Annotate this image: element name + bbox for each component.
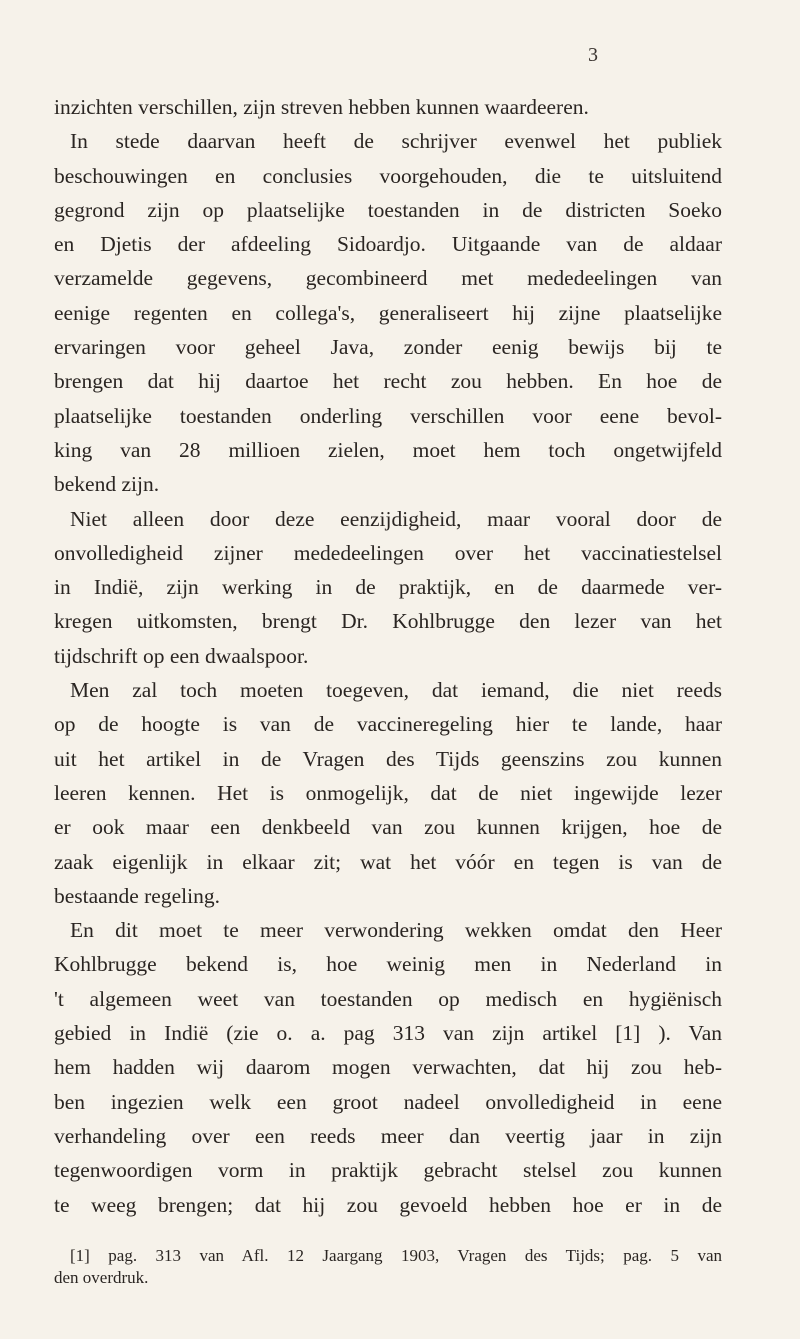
text-line: bestaande regeling. bbox=[54, 883, 220, 908]
text-line: 't algemeen weet van toestanden op medisch en hygiënisch bbox=[54, 986, 722, 1011]
text-line: Niet alleen door deze eenzijdigheid, maar vooral door de bbox=[70, 506, 722, 531]
text-line: er ook maar een denkbeeld van zou kunnen krijgen, hoe de bbox=[54, 815, 722, 840]
text-line: king van 28 millioen zielen, moet hem toch ongetwijfeld bbox=[54, 437, 722, 462]
page-number: 3 bbox=[588, 44, 598, 66]
text-line: in Indië, zijn werking in de praktijk, en de daarmede ver- bbox=[54, 575, 722, 600]
text-line: inzichten verschillen, zijn streven hebben kunnen waardeeren. bbox=[54, 95, 589, 119]
text-line: tegenwoordigen vorm in praktijk gebracht stelsel zou kunnen bbox=[54, 1158, 722, 1183]
text-line: plaatselijke toestanden onderling verschillen voor eene bevol- bbox=[54, 403, 722, 428]
text-line: hem hadden wij daarom mogen verwachten, dat hij zou heb- bbox=[54, 1055, 722, 1080]
footnote-line: [1] pag. 313 van Afl. 12 Jaargang 1903, Vragen des Tijds; pag. 5 van bbox=[70, 1246, 722, 1265]
text-line: uit het artikel in de Vragen des Tijds geenszins zou kunnen bbox=[54, 746, 722, 771]
text-line: In stede daarvan heeft de schrijver evenwel het publiek bbox=[70, 129, 722, 154]
text-line: brengen dat hij daartoe het recht zou hebben. En hoe de bbox=[54, 369, 722, 394]
body-text bbox=[54, 90, 722, 1222]
footnote-line: den overdruk. bbox=[54, 1268, 149, 1287]
text-line: leeren kennen. Het is onmogelijk, dat de niet ingewijde lezer bbox=[54, 780, 722, 805]
text-line: Kohlbrugge bekend is, hoe weinig men in Nederland in bbox=[54, 952, 722, 977]
text-line: verzamelde gegevens, gecombineerd met mededeelingen van bbox=[54, 266, 722, 291]
text-line: te weeg brengen; dat hij zou gevoeld hebben hoe er in de bbox=[54, 1192, 722, 1217]
footnote bbox=[54, 1245, 722, 1289]
text-line: onvolledigheid zijner mededeelingen over het vaccinatiestelsel bbox=[54, 540, 722, 565]
text-line: op de hoogte is van de vaccineregeling hier te lande, haar bbox=[54, 712, 722, 737]
text-line: verhandeling over een reeds meer dan veertig jaar in zijn bbox=[54, 1123, 722, 1148]
text-line: gebied in Indië (zie o. a. pag 313 van zijn artikel [1] ). Van bbox=[54, 1021, 722, 1046]
text-line: en Djetis der afdeeling Sidoardjo. Uitgaande van de aldaar bbox=[54, 232, 722, 257]
text-line: beschouwingen en conclusies voorgehouden, die te uitsluitend bbox=[54, 163, 722, 188]
text-line: tijdschrift op een dwaalspoor. bbox=[54, 643, 309, 668]
text-line: gegrond zijn op plaatselijke toestanden in de districten Soeko bbox=[54, 197, 722, 222]
text-line: bekend zijn. bbox=[54, 472, 160, 497]
text-line: En dit moet te meer verwondering wekken omdat den Heer bbox=[70, 918, 722, 943]
text-line: ervaringen voor geheel Java, zonder eenig bewijs bij te bbox=[54, 335, 722, 360]
text-line: zaak eigenlijk in elkaar zit; wat het vóór en tegen is van de bbox=[54, 849, 722, 874]
text-line: eenige regenten en collega's, generaliseert hij zijne plaatselijke bbox=[54, 300, 722, 325]
text-line: Men zal toch moeten toegeven, dat iemand, die niet reeds bbox=[70, 678, 722, 703]
text-line: kregen uitkomsten, brengt Dr. Kohlbrugge den lezer van het bbox=[54, 609, 722, 634]
text-line: ben ingezien welk een groot nadeel onvolledigheid in eene bbox=[54, 1089, 722, 1114]
